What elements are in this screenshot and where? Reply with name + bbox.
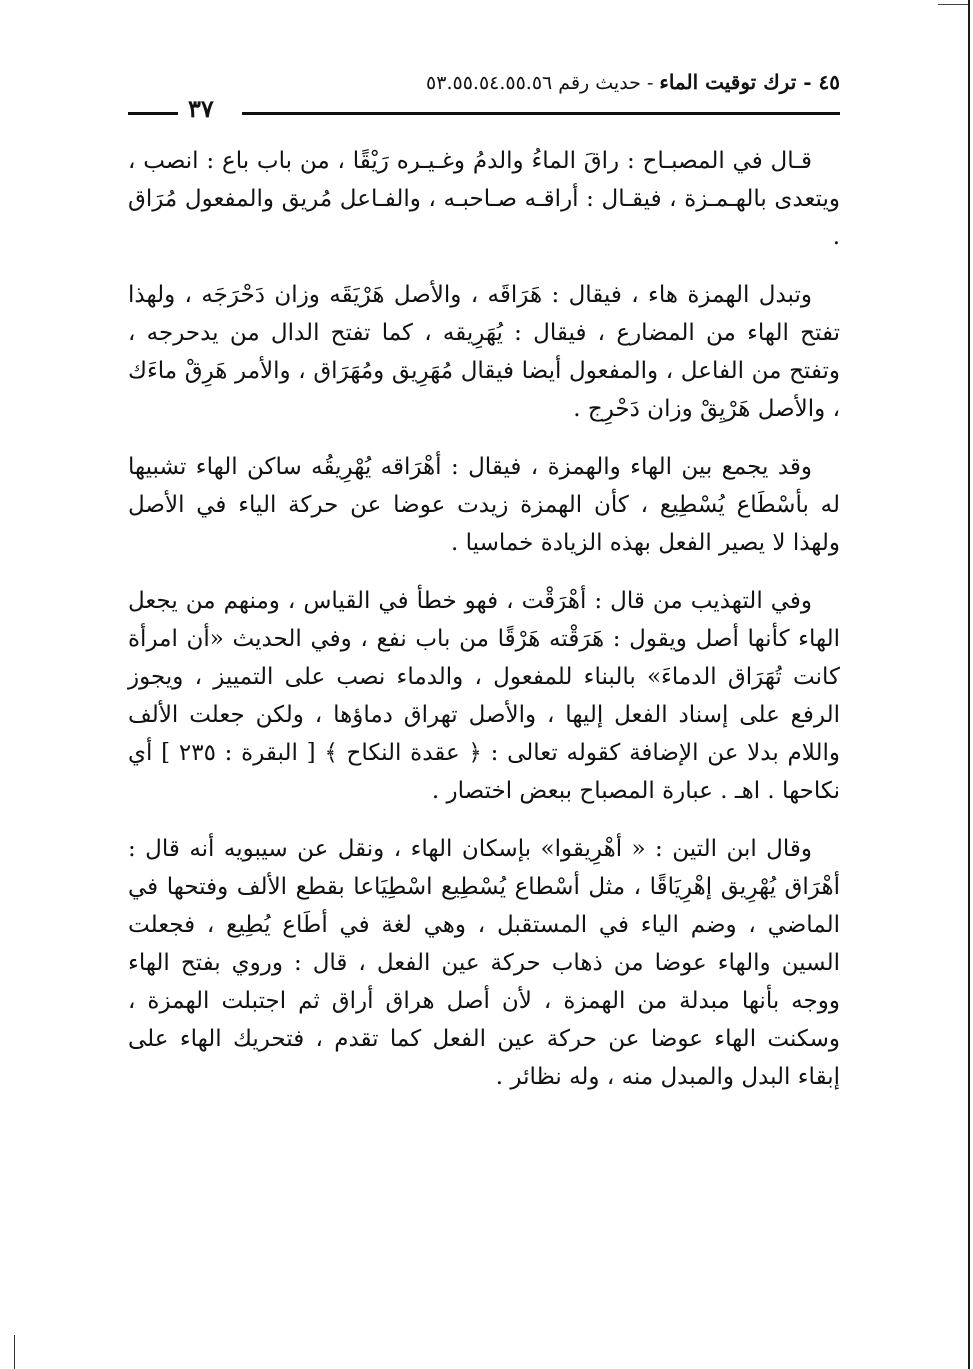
paragraph: وقال ابن التين : « أهْرِيقوا» بإسكان الهاء ، ونقل عن سيبويه أنه قال : أهْرَاق يُهْرِيق إهْرِيَاقًا ، مثل أسْطاع يُسْطِيع اسْطِيَاعا بقطع الألف وفتحها في الماضي ، وضم الياء في المستقبل ، وهي لغة في أطَاع يُطِيع ، فجعلت السين والهاء عوضا من ذهاب حركة عين الفعل ، قال : وروي بفتح الهاء ووجه بأنها مبدلة من الهمزة ، لأن أصل هراق أراق ثم اجتبلت الهمزة ، وسكنت الهاء عوضا عن حركة عين الفعل كما تقدم ، فتحريك الهاء على إبقاء البدل والمبدل منه ، وله نظائر . — [128, 836, 840, 1090]
chapter-title: ٤٥ - ترك توقيت الماء — [659, 70, 840, 94]
header-rule — [128, 112, 178, 115]
scan-edge-mark — [14, 1335, 15, 1369]
page-body — [128, 142, 840, 1116]
page-header — [128, 70, 840, 123]
header-rule — [242, 112, 840, 115]
paragraph: وقد يجمع بين الهاء والهمزة ، فيقال : أهْرَاقه يُهْرِيقُه ساكن الهاء تشبيها له بأسْطَاع يُسْطِيع ، كأن الهمزة زيدت عوضا عن حركة الياء في الأصل ولهذا لا يصير الفعل بهذه الزيادة خماسيا . — [128, 454, 840, 556]
running-title — [426, 70, 840, 94]
paragraph: وتبدل الهمزة هاء ، فيقال : هَرَاقَه ، والأصل هَرْيَقَه وزان دَحْرَجَه ، ولهذا تفتح الهاء من المضارع ، فيقال : يُهَرِيقه ، كما تفتح الدال من يدحرجه ، وتفتح من الفاعل ، والمفعول أيضا فيقال مُهَرِيق ومُهَرَاق ، والأمر هَرِقْ ماءَك ، والأصل هَرْيِقْ وزان دَحْرِج . — [128, 282, 840, 422]
hadith-reference: - حديث رقم ٥٣.٥٥.٥٤.٥٥.٥٦ — [426, 72, 660, 94]
paragraph: وفي التهذيب من قال : أهْرَقْت ، فهو خطأ في القياس ، ومنهم من يجعل الهاء كأنها أصل ويقول : هَرَقْته هَرْقًا من باب نفع ، وفي الحديث «أن امرأة كانت تُهَرَاق الدماءَ» بالبناء للمفعول ، والدماء نصب على التمييز ، ويجوز الرفع على إسناد الفعل إليها ، والأصل تهراق دماؤها ، ولكن جعلت الألف واللام بدلا عن الإضافة كقوله تعالى : ﴿ عقدة النكاح ﴾ [ البقرة : ٢٣٥ ] أي نكاحها . اهـ . عبارة المصباح ببعض اختصار . — [128, 588, 840, 804]
paragraph: قـال في المصبـاح : راقَ الماءُ والدمُ وغـيـره رَيْقًا ، من باب باع : انصب ، ويتعدى بالهـمـزة ، فيقـال : أراقـه صـاحبـه ، والفـاعل مُريق والمفعول مُرَاق . — [128, 148, 840, 250]
page-number: ٣٧ — [188, 94, 214, 123]
scan-edge-mark — [938, 4, 968, 5]
scan-edge-line — [968, 0, 970, 1369]
